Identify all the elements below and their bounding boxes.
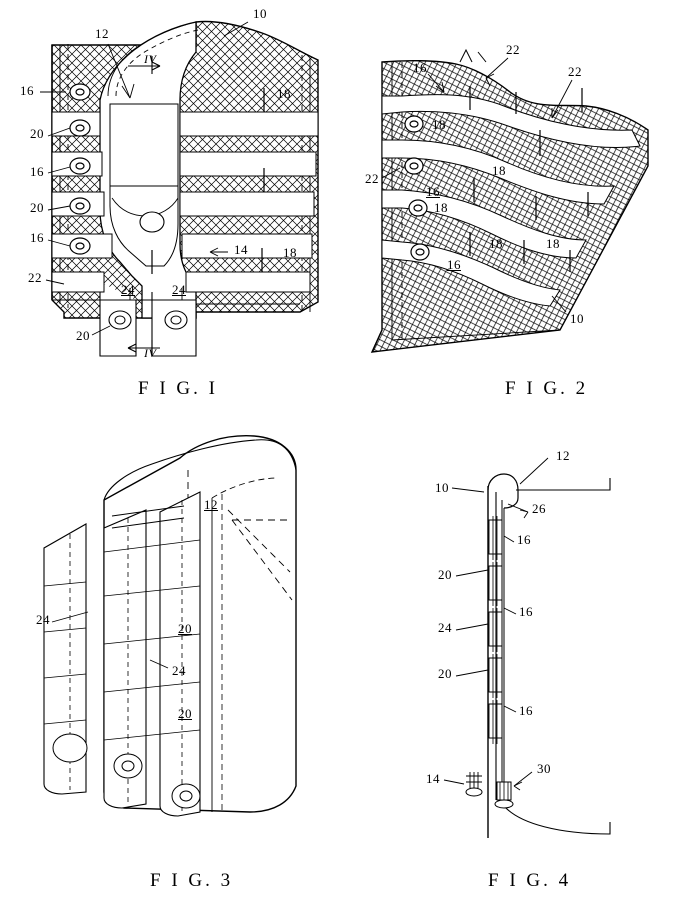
figure-1-caption: F I G. I <box>138 378 218 399</box>
callout-fig3-12: 12 <box>204 497 218 512</box>
callout-fig3-24-a: 24 <box>36 612 50 627</box>
section-mark-iv-bottom: IV <box>144 346 157 360</box>
callout-fig2-18-e: 18 <box>546 236 560 251</box>
callout-fig2-22-b: 22 <box>568 64 582 79</box>
callout-fig4-20-a: 20 <box>438 567 452 582</box>
callout-fig1-20-a: 20 <box>30 126 44 141</box>
callout-fig1-18-b: 18 <box>283 245 297 260</box>
section-mark-iv-top: IV <box>144 52 157 66</box>
callout-fig1-18-a: 18 <box>277 86 291 101</box>
callout-fig4-30: 30 <box>537 761 551 776</box>
callout-fig2-16-c: 16 <box>447 257 461 272</box>
callout-fig4-26: 26 <box>532 501 546 516</box>
callout-fig4-16-c: 16 <box>519 703 533 718</box>
figure-4-caption: F I G. 4 <box>488 870 572 891</box>
callout-fig2-22-a: 22 <box>506 42 520 57</box>
callout-fig2-16-a: 16 <box>413 60 427 75</box>
callout-fig1-16-a: 16 <box>20 83 34 98</box>
callout-fig2-18-a: 18 <box>432 117 446 132</box>
callout-fig1-12: 12 <box>95 26 109 41</box>
callout-fig4-16-a: 16 <box>517 532 531 547</box>
callout-fig1-10: 10 <box>253 6 267 21</box>
callout-fig1-16-b: 16 <box>30 164 44 179</box>
callout-fig2-18-d: 18 <box>489 236 503 251</box>
callout-fig1-14: 14 <box>234 242 248 257</box>
callout-fig2-16-b: 16 <box>426 184 440 199</box>
callout-fig3-24-b: 24 <box>172 663 186 678</box>
figure-3-drawing <box>44 436 296 816</box>
callout-fig3-20-b: 20 <box>178 706 192 721</box>
callout-fig1-16-c: 16 <box>30 230 44 245</box>
callout-fig4-16-b: 16 <box>519 604 533 619</box>
callout-fig1-22: 22 <box>28 270 42 285</box>
callout-fig2-18-b: 18 <box>492 163 506 178</box>
callout-fig1-20-c: 20 <box>76 328 90 343</box>
callout-fig1-24-b: 24 <box>172 282 186 297</box>
callout-fig1-20-b: 20 <box>30 200 44 215</box>
figure-1-drawing <box>40 21 318 356</box>
callout-fig2-10: 10 <box>570 311 584 326</box>
callout-fig3-20-a: 20 <box>178 621 192 636</box>
callout-fig4-20-b: 20 <box>438 666 452 681</box>
callout-fig2-18-c: 18 <box>434 200 448 215</box>
callout-fig4-10: 10 <box>435 480 449 495</box>
callout-fig1-24-a: 24 <box>121 282 135 297</box>
figure-2-drawing <box>372 50 648 352</box>
figure-4-drawing <box>444 458 610 838</box>
callout-fig4-24: 24 <box>438 620 452 635</box>
callout-fig4-12: 12 <box>556 448 570 463</box>
callout-fig4-14: 14 <box>426 771 440 786</box>
figure-3-caption: F I G. 3 <box>150 870 234 891</box>
callout-fig2-22-c: 22 <box>365 171 379 186</box>
figure-2-caption: F I G. 2 <box>505 378 589 399</box>
